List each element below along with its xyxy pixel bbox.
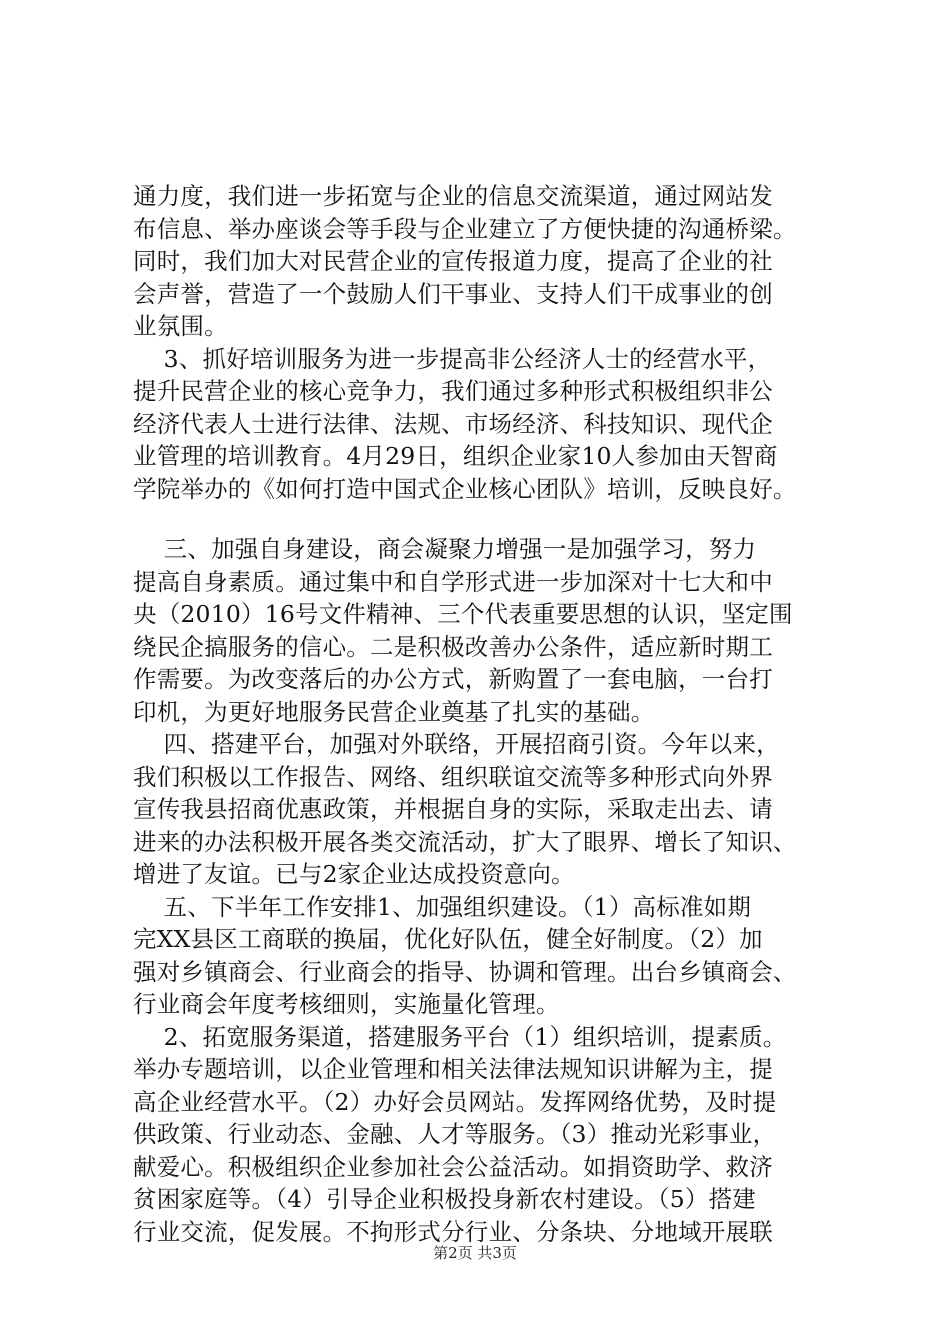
text-line: 三、加强自身建设，商会凝聚力增强一是加强学习，努力 (133, 535, 757, 563)
text-line: 会声誉，营造了一个鼓励人们干事业、支持人们干成事业的创 (133, 279, 773, 308)
paragraph-block-1 (133, 180, 833, 505)
text-line: 举办专题培训，以企业管理和相关法律法规知识讲解为主，提 (133, 1055, 773, 1083)
text-line: 提升民营企业的核心竞争力，我们通过多种形式积极组织非公 (133, 377, 773, 405)
paragraph-block-2 (133, 533, 833, 1248)
page-number-footer: 第2页 共3页 (433, 1244, 517, 1262)
text-line: 行业交流，促发展。不拘形式分行业、分条块、分地域开展联 (133, 1217, 773, 1246)
text-line: 献爱心。积极组织企业参加社会公益活动。如捐资助学、救济 (133, 1152, 773, 1181)
text-line: 布信息、举办座谈会等手段与企业建立了方便快捷的沟通桥梁。 (133, 214, 797, 243)
text-line: 我们积极以工作报告、网络、组织联谊交流等多种形式向外界 (133, 762, 773, 791)
text-line: 完XX县区工商联的换届，优化好队伍，健全好制度。（2）加 (133, 925, 763, 953)
text-line: 增进了友谊。已与2家企业达成投资意向。 (133, 860, 575, 888)
text-line: 业氛围。 (133, 312, 228, 340)
text-line: 四、搭建平台，加强对外联络，开展招商引资。今年以来， (133, 730, 780, 758)
text-line: 2、拓宽服务渠道，搭建服务平台（1）组织培训，提素质。 (133, 1022, 787, 1051)
text-line: 经济代表人士进行法律、法规、市场经济、科技知识、现代企 (133, 409, 773, 438)
text-line: 绕民企搞服务的信心。二是积极改善办公条件，适应新时期工 (133, 632, 773, 661)
text-line: 供政策、行业动态、金融、人才等服务。（3）推动光彩事业， (133, 1120, 777, 1148)
text-line: 3、抓好培训服务为进一步提高非公经济人士的经营水平， (133, 344, 772, 373)
text-line: 高企业经营水平。（2）办好会员网站。发挥网络优势，及时提 (133, 1087, 777, 1116)
text-line: 央（2010）16号文件精神、三个代表重要思想的认识，坚定围 (133, 600, 793, 628)
document-body (133, 180, 833, 1248)
text-line: 强对乡镇商会、行业商会的指导、协调和管理。出台乡镇商会、 (133, 957, 797, 986)
text-line: 宣传我县招商优惠政策，并根据自身的实际，采取走出去、请 (133, 795, 773, 823)
text-line: 作需要。为改变落后的办公方式，新购置了一套电脑，一台打 (133, 665, 773, 693)
text-line: 通力度，我们进一步拓宽与企业的信息交流渠道，通过网站发 (133, 182, 773, 210)
paragraph-gap (133, 505, 833, 533)
text-line: 同时，我们加大对民营企业的宣传报道力度，提高了企业的社 (133, 247, 773, 275)
text-line: 提高自身素质。通过集中和自学形式进一步加深对十七大和中 (133, 567, 773, 596)
text-line: 学院举办的《如何打造中国式企业核心团队》培训，反映良好。 (133, 474, 797, 503)
text-line: 贫困家庭等。（4）引导企业积极投身新农村建设。（5）搭建 (133, 1185, 757, 1213)
text-line: 行业商会年度考核细则，实施量化管理。 (133, 990, 560, 1018)
text-line: 进来的办法积极开展各类交流活动，扩大了眼界、增长了知识、 (133, 827, 797, 856)
text-line: 印机，为更好地服务民营企业奠基了扎实的基础。 (133, 697, 655, 726)
text-line: 五、下半年工作安排1、加强组织建设。（1）高标准如期 (133, 892, 752, 921)
text-line: 业管理的培训教育。4月29日，组织企业家10人参加由天智商 (133, 442, 778, 470)
